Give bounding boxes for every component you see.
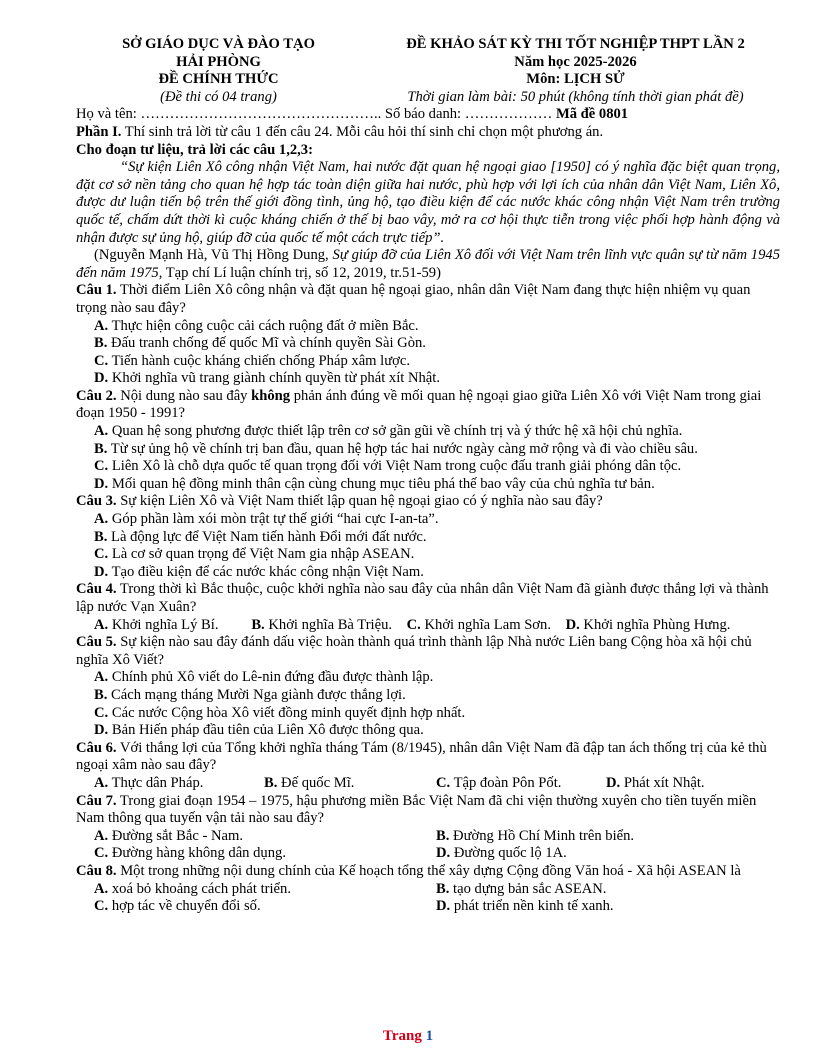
option-text: Liên Xô là chỗ dựa quốc tế quan trọng đối với Việt Nam trong cuộc đấu tranh giải phóng dân tộc. bbox=[108, 458, 682, 475]
option-a[interactable] bbox=[76, 423, 780, 441]
exam-header bbox=[76, 36, 780, 106]
option-text: Góp phần làm xói mòn trật tự thế giới “hai cực I-an-ta”. bbox=[108, 511, 439, 528]
option-key: C. bbox=[94, 898, 109, 915]
option-d[interactable] bbox=[566, 617, 731, 633]
option-key: D. bbox=[436, 898, 451, 915]
option-key: A. bbox=[94, 423, 109, 440]
exam-code: Mã đề 0801 bbox=[555, 106, 629, 123]
option-key: A. bbox=[94, 880, 109, 897]
page-footer bbox=[0, 1028, 816, 1046]
question-text: Nội dung nào sau đây bbox=[116, 387, 252, 404]
passage-source bbox=[76, 247, 780, 282]
option-key: B. bbox=[94, 686, 108, 703]
option-text: xoá bỏ khoảng cách phát triển. bbox=[108, 880, 291, 897]
question-1 bbox=[76, 282, 780, 317]
option-b[interactable] bbox=[76, 335, 780, 353]
official-label: ĐỀ CHÍNH THỨC bbox=[158, 71, 279, 88]
option-text: Đường quốc lộ 1A. bbox=[450, 845, 567, 862]
option-key: C. bbox=[94, 845, 109, 862]
option-b[interactable] bbox=[76, 529, 780, 547]
department-name: SỞ GIÁO DỤC VÀ ĐÀO TẠO bbox=[122, 36, 315, 52]
option-text: Từ sự ủng hộ về chính trị ban đầu, quan hệ hợp tác hai nước ngày càng mở rộng và đi vào chiều sâu. bbox=[107, 440, 698, 457]
option-key: C. bbox=[94, 546, 109, 563]
option-text: Khởi nghĩa Lam Sơn. bbox=[420, 616, 551, 633]
header-right bbox=[361, 36, 780, 106]
option-text: Các nước Cộng hòa Xô viết đồng minh quyết định hợp nhất. bbox=[108, 704, 466, 721]
option-c[interactable] bbox=[76, 705, 780, 723]
option-text: hợp tác về chuyển đổi số. bbox=[108, 898, 261, 915]
question-7 bbox=[76, 793, 780, 828]
option-key: A. bbox=[94, 827, 109, 844]
question-number: Câu 3. bbox=[76, 493, 117, 510]
option-key: A. bbox=[94, 774, 109, 791]
option-a[interactable] bbox=[76, 511, 780, 529]
option-key: C. bbox=[94, 458, 109, 475]
option-key: B. bbox=[94, 440, 108, 457]
option-key: B. bbox=[94, 528, 108, 545]
option-key: D. bbox=[436, 845, 451, 862]
question-4-options bbox=[76, 617, 780, 635]
question-emphasis: không bbox=[251, 387, 291, 404]
question-number: Câu 7. bbox=[76, 792, 117, 809]
question-text-rest: phản ánh đúng về mối quan hệ ngoại giao giữa Liên Xô với Việt Nam trong giai đoạn 1950 - 1991? bbox=[76, 387, 762, 422]
option-key: B. bbox=[436, 827, 450, 844]
option-key: D. bbox=[94, 722, 109, 739]
question-text: Sự kiện nào sau đây đánh dấu việc hoàn thành quá trình thành lập Nhà nước Liên bang Cộng hòa xã hội chủ nghĩa Xô Viết? bbox=[76, 634, 752, 668]
option-text: Chính phủ Xô viết do Lê-nin đứng đầu được thành lập. bbox=[108, 669, 434, 686]
option-text: Tạo điều kiện để các nước khác công nhận Việt Nam. bbox=[108, 563, 424, 580]
option-key: D. bbox=[94, 370, 109, 387]
page-label: Trang bbox=[382, 1028, 426, 1044]
option-a[interactable] bbox=[76, 318, 780, 336]
option-key: B. bbox=[94, 335, 108, 352]
option-text: Mối quan hệ đồng minh thân cận cùng chung mục tiêu phá thế bao vây của chủ nghĩa tư bản. bbox=[108, 475, 655, 492]
part-one-label: Phần I. bbox=[76, 123, 122, 140]
question-text: Thời điểm Liên Xô công nhận và đặt quan hệ ngoại giao, nhân dân Việt Nam đang thực hiện nhiệm vụ quan trọng nào sau đây? bbox=[76, 282, 751, 316]
question-6 bbox=[76, 740, 780, 775]
option-text: Khởi nghĩa vũ trang giành chính quyền từ phát xít Nhật. bbox=[108, 370, 440, 387]
option-d[interactable] bbox=[436, 898, 778, 916]
option-key: C. bbox=[94, 704, 109, 721]
question-7-options-row-1 bbox=[76, 828, 780, 846]
option-c[interactable] bbox=[436, 775, 606, 793]
page-number: 1 bbox=[425, 1028, 434, 1044]
option-b[interactable] bbox=[76, 687, 780, 705]
option-a[interactable] bbox=[76, 669, 780, 687]
part-one-instructions bbox=[76, 124, 780, 142]
option-text: Cách mạng tháng Mười Nga giành được thắng lợi. bbox=[107, 686, 406, 703]
option-text: Tập đoàn Pôn Pốt. bbox=[450, 774, 562, 791]
time-limit: Thời gian làm bài: 50 phút (không tính thời gian phát đề) bbox=[407, 88, 744, 105]
city-name: HẢI PHÒNG bbox=[176, 53, 261, 70]
option-key: C. bbox=[94, 352, 109, 369]
option-text: Phát xít Nhật. bbox=[620, 774, 705, 791]
option-b[interactable] bbox=[76, 441, 780, 459]
exam-title: ĐỀ KHẢO SÁT KỲ THI TỐT NGHIỆP THPT LẦN 2 bbox=[406, 36, 745, 52]
option-text: Đường hàng không dân dụng. bbox=[108, 845, 286, 862]
option-c[interactable] bbox=[76, 546, 780, 564]
option-key: D. bbox=[606, 774, 621, 791]
question-4 bbox=[76, 581, 780, 616]
question-number: Câu 6. bbox=[76, 739, 117, 756]
source-authors: (Nguyễn Mạnh Hà, Vũ Thị Hồng Dung, bbox=[94, 247, 333, 264]
question-number: Câu 4. bbox=[76, 581, 117, 598]
exam-page bbox=[76, 36, 780, 916]
page-count-note: (Đề thi có 04 trang) bbox=[160, 88, 277, 105]
option-key: D. bbox=[565, 616, 580, 633]
option-text: Khởi nghĩa Lý Bí. bbox=[108, 616, 219, 633]
option-d[interactable] bbox=[76, 722, 780, 740]
option-c[interactable] bbox=[94, 845, 436, 863]
option-text: tạo dựng bản sắc ASEAN. bbox=[449, 880, 607, 897]
option-c[interactable] bbox=[76, 458, 780, 476]
option-b[interactable] bbox=[436, 828, 778, 846]
option-d[interactable] bbox=[76, 370, 780, 388]
question-6-options bbox=[76, 775, 780, 793]
option-key: A. bbox=[94, 669, 109, 686]
question-number: Câu 1. bbox=[76, 282, 117, 299]
option-b[interactable] bbox=[251, 617, 392, 633]
option-d[interactable] bbox=[76, 476, 780, 494]
question-3 bbox=[76, 493, 780, 511]
option-a[interactable] bbox=[94, 775, 264, 793]
option-text: Là động lực để Việt Nam tiến hành Đổi mới đất nước. bbox=[107, 528, 427, 545]
source-journal: , Tạp chí Lí luận chính trị, số 12, 2019, tr.51-59) bbox=[158, 264, 441, 281]
candidate-name-field: Họ và tên: ………………………………………….. Số báo danh: ……………… bbox=[76, 106, 556, 123]
question-8 bbox=[76, 863, 780, 881]
option-text: Là cơ sở quan trọng để Việt Nam gia nhập ASEAN. bbox=[108, 546, 415, 563]
option-key: A. bbox=[94, 317, 109, 334]
option-text: Quan hệ song phương được thiết lập trên cơ sở gần gũi về chính trị và ý thức hệ xã hội chủ nghĩa. bbox=[108, 423, 683, 440]
option-text: Bản Hiến pháp đầu tiên của Liên Xô được thông qua. bbox=[108, 722, 424, 739]
header-left bbox=[76, 36, 361, 106]
option-d[interactable] bbox=[606, 775, 705, 793]
option-key: D. bbox=[94, 563, 109, 580]
question-text: Trong giai đoạn 1954 – 1975, hậu phương miền Bắc Việt Nam đã chi viện thường xuyên cho tiền tuyến miền Nam thông qua tuyến vận tải nào sau đây? bbox=[76, 792, 757, 827]
question-text: Trong thời kì Bắc thuộc, cuộc khởi nghĩa nào sau đây của nhân dân Việt Nam đã giành được thắng lợi và thành lập nước Vạn Xuân? bbox=[76, 581, 769, 615]
option-key: D. bbox=[94, 475, 109, 492]
option-c[interactable] bbox=[407, 617, 551, 633]
option-text: Thực hiện công cuộc cải cách ruộng đất ở miền Bắc. bbox=[108, 317, 419, 334]
option-a[interactable] bbox=[94, 828, 436, 846]
option-key: B. bbox=[264, 774, 278, 791]
candidate-info bbox=[76, 106, 780, 124]
option-d[interactable] bbox=[436, 845, 778, 863]
source-title: Sự giúp đỡ của Liên Xô đối với Việt Nam trên lĩnh vực quân sự từ năm 1945 đến năm 1975 bbox=[76, 247, 780, 281]
option-text: Đường Hồ Chí Minh trên biển. bbox=[449, 827, 635, 844]
option-a[interactable] bbox=[94, 881, 436, 899]
question-text: Sự kiện Liên Xô và Việt Nam thiết lập quan hệ ngoại giao có ý nghĩa nào sau đây? bbox=[116, 493, 603, 510]
option-a[interactable] bbox=[94, 617, 218, 633]
question-5 bbox=[76, 634, 780, 669]
option-b[interactable] bbox=[264, 775, 436, 793]
question-8-options-row-1 bbox=[76, 881, 780, 899]
option-text: phát triển nền kinh tế xanh. bbox=[450, 898, 614, 915]
passage-intro: Cho đoạn tư liệu, trả lời các câu 1,2,3: bbox=[76, 141, 313, 158]
option-c[interactable] bbox=[76, 353, 780, 371]
question-7-options-row-2 bbox=[76, 845, 780, 863]
option-key: A. bbox=[94, 511, 109, 528]
question-number: Câu 8. bbox=[76, 862, 117, 879]
question-2 bbox=[76, 388, 780, 423]
part-one-text: Thí sinh trả lời từ câu 1 đến câu 24. Mỗi câu hỏi thí sinh chỉ chọn một phương án. bbox=[121, 123, 604, 140]
passage-quote: “Sự kiện Liên Xô công nhận Việt Nam, hai nước đặt quan hệ ngoại giao [1950] có ý nghĩa đặc biệt quan trọng, đặt cơ sở nền tảng cho quan hệ hợp tác toàn diện giữa hai nước, phù hợp với lợi ích của nhân dân Việt Nam, Liên Xô, được dư luận tiến bộ trên thế giới đồng tình, ủng hộ, tạo điều kiện để các nước khác công nhận Việt Nam trên trường quốc tế, chấm dứt thời kì cuộc kháng chiến ở thế bị bao vây, mở ra cơ hội thực tiễn trong việc phối hợp hành động và nhận được sự ủng hộ, giúp đỡ của quốc tế một cách trực tiếp”. bbox=[76, 159, 780, 246]
option-text: Đấu tranh chống đế quốc Mĩ và chính quyền Sài Gòn. bbox=[107, 335, 426, 352]
option-key: B. bbox=[436, 880, 450, 897]
school-year: Năm học 2025-2026 bbox=[514, 53, 637, 70]
option-text: Khởi nghĩa Phùng Hưng. bbox=[579, 616, 731, 633]
question-number: Câu 5. bbox=[76, 634, 117, 651]
option-key: B. bbox=[251, 616, 265, 633]
question-number: Câu 2. bbox=[76, 387, 117, 404]
option-c[interactable] bbox=[94, 898, 436, 916]
option-text: Đường sắt Bắc - Nam. bbox=[108, 827, 243, 844]
option-key: C. bbox=[436, 774, 451, 791]
option-key: A. bbox=[94, 616, 109, 633]
option-text: Tiến hành cuộc kháng chiến chống Pháp xâm lược. bbox=[108, 352, 410, 369]
question-text: Với thắng lợi của Tổng khởi nghĩa tháng Tám (8/1945), nhân dân Việt Nam đã đập tan ách thống trị của kẻ thù ngoại xâm nào sau đây? bbox=[76, 739, 767, 774]
option-d[interactable] bbox=[76, 564, 780, 582]
option-text: Thực dân Pháp. bbox=[108, 774, 204, 791]
question-8-options-row-2 bbox=[76, 898, 780, 916]
question-text: Một trong những nội dung chính của Kế hoạch tổng thể xây dựng Cộng đồng Văn hoá - Xã hội ASEAN là bbox=[116, 862, 741, 879]
option-b[interactable] bbox=[436, 881, 778, 899]
option-text: Khởi nghĩa Bà Triệu. bbox=[264, 616, 393, 633]
subject: Môn: LỊCH SỬ bbox=[526, 71, 625, 88]
option-text: Đế quốc Mĩ. bbox=[277, 774, 355, 791]
option-key: C. bbox=[406, 616, 421, 633]
